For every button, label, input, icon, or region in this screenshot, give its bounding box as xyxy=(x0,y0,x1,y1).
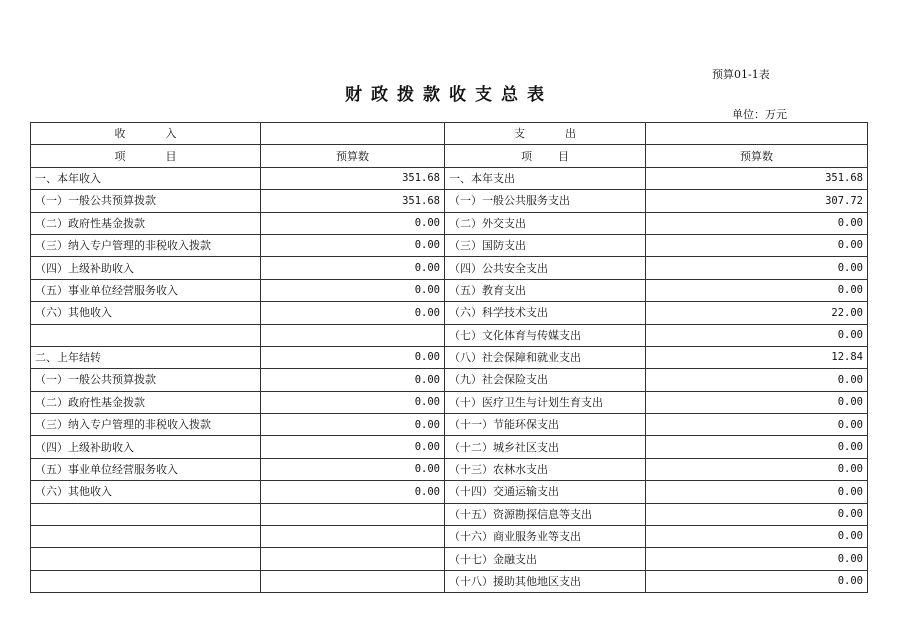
expense-item-cell: （五）教育支出 xyxy=(445,279,646,301)
header-row-sections xyxy=(31,123,868,145)
table-row xyxy=(31,212,868,234)
expense-item-cell: （十七）金融支出 xyxy=(445,548,646,570)
table-row xyxy=(31,346,868,368)
expense-amount-cell: 0.00 xyxy=(646,570,868,592)
income-amount-cell xyxy=(261,548,445,570)
income-item-cell: （二）政府性基金拨款 xyxy=(31,391,261,413)
income-item-cell: （一）一般公共预算拨款 xyxy=(31,369,261,391)
expense-item-cell: （七）文化体育与传媒支出 xyxy=(445,324,646,346)
income-item-cell xyxy=(31,503,261,525)
table-row xyxy=(31,570,868,592)
income-item-cell: （四）上级补助收入 xyxy=(31,436,261,458)
expense-amount-cell: 0.00 xyxy=(646,391,868,413)
expense-item-cell: （六）科学技术支出 xyxy=(445,302,646,324)
table-row xyxy=(31,324,868,346)
income-amount-cell: 0.00 xyxy=(261,257,445,279)
table-row xyxy=(31,190,868,212)
table-row xyxy=(31,369,868,391)
table-row xyxy=(31,414,868,436)
expense-item-cell: （九）社会保险支出 xyxy=(445,369,646,391)
income-item-header xyxy=(31,145,261,167)
expense-item-cell: （四）公共安全支出 xyxy=(445,257,646,279)
expense-item-cell: 一、本年支出 xyxy=(445,167,646,189)
expense-item-cell: （一）一般公共服务支出 xyxy=(445,190,646,212)
income-item-cell: （二）政府性基金拨款 xyxy=(31,212,261,234)
expense-amount-cell: 351.68 xyxy=(646,167,868,189)
income-amount-cell: 0.00 xyxy=(261,346,445,368)
income-amount-cell xyxy=(261,503,445,525)
income-amount-cell xyxy=(261,324,445,346)
expense-item-cell: （十四）交通运输支出 xyxy=(445,481,646,503)
income-item-cell: （六）其他收入 xyxy=(31,302,261,324)
income-amount-cell: 0.00 xyxy=(261,481,445,503)
table-row xyxy=(31,458,868,480)
expense-amount-cell: 0.00 xyxy=(646,503,868,525)
income-section-header xyxy=(31,123,261,145)
table-row xyxy=(31,481,868,503)
income-item-label: 项目 xyxy=(114,149,217,163)
expense-amount-cell: 0.00 xyxy=(646,257,868,279)
income-item-cell xyxy=(31,548,261,570)
expense-amount-cell: 0.00 xyxy=(646,234,868,256)
income-amount-cell xyxy=(261,526,445,548)
unit-label: 单位：万元 xyxy=(732,108,787,121)
table-row xyxy=(31,436,868,458)
expense-item-cell: （十一）节能环保支出 xyxy=(445,414,646,436)
table-row xyxy=(31,279,868,301)
income-item-cell: （六）其他收入 xyxy=(31,481,261,503)
income-amount-cell: 0.00 xyxy=(261,458,445,480)
table-row xyxy=(31,234,868,256)
income-amount-cell: 0.00 xyxy=(261,391,445,413)
expense-item-cell: （十三）农林水支出 xyxy=(445,458,646,480)
table-row xyxy=(31,526,868,548)
income-amount-header: 预算数 xyxy=(261,145,445,167)
expense-section-blank xyxy=(646,123,868,145)
expense-item-cell: （十八）援助其他地区支出 xyxy=(445,570,646,592)
expense-amount-cell: 0.00 xyxy=(646,324,868,346)
income-item-cell: （一）一般公共预算拨款 xyxy=(31,190,261,212)
expense-amount-cell: 0.00 xyxy=(646,458,868,480)
income-item-cell: （四）上级补助收入 xyxy=(31,257,261,279)
budget-table xyxy=(30,122,868,593)
income-amount-cell: 0.00 xyxy=(261,369,445,391)
expense-amount-cell: 0.00 xyxy=(646,212,868,234)
income-item-cell: （五）事业单位经营服务收入 xyxy=(31,458,261,480)
expense-amount-cell: 307.72 xyxy=(646,190,868,212)
expense-amount-cell: 22.00 xyxy=(646,302,868,324)
income-amount-cell xyxy=(261,570,445,592)
header-row-columns xyxy=(31,145,868,167)
expense-amount-cell: 0.00 xyxy=(646,279,868,301)
expense-amount-cell: 0.00 xyxy=(646,548,868,570)
expense-item-cell: （十二）城乡社区支出 xyxy=(445,436,646,458)
expense-amount-header: 预算数 xyxy=(646,145,868,167)
expense-amount-cell: 0.00 xyxy=(646,369,868,391)
expense-item-cell: （八）社会保障和就业支出 xyxy=(445,346,646,368)
income-amount-cell: 0.00 xyxy=(261,212,445,234)
expense-item-cell: （十）医疗卫生与计划生育支出 xyxy=(445,391,646,413)
table-row xyxy=(31,302,868,324)
expense-amount-cell: 0.00 xyxy=(646,414,868,436)
table-row xyxy=(31,503,868,525)
expense-item-cell: （十六）商业服务业等支出 xyxy=(445,526,646,548)
income-item-cell xyxy=(31,324,261,346)
income-amount-cell: 0.00 xyxy=(261,436,445,458)
expense-item-cell: （三）国防支出 xyxy=(445,234,646,256)
expense-section-label: 支出 xyxy=(514,127,616,141)
income-amount-cell: 0.00 xyxy=(261,279,445,301)
income-section-blank xyxy=(261,123,445,145)
table-row xyxy=(31,257,868,279)
expense-amount-cell: 0.00 xyxy=(646,436,868,458)
income-amount-cell: 351.68 xyxy=(261,190,445,212)
income-item-cell: 一、本年收入 xyxy=(31,167,261,189)
expense-amount-cell: 0.00 xyxy=(646,526,868,548)
income-item-cell xyxy=(31,570,261,592)
income-amount-cell: 0.00 xyxy=(261,302,445,324)
income-item-cell xyxy=(31,526,261,548)
income-item-cell: （五）事业单位经营服务收入 xyxy=(31,279,261,301)
budget-table-body xyxy=(31,123,868,593)
expense-section-header xyxy=(445,123,646,145)
income-amount-cell: 0.00 xyxy=(261,234,445,256)
page-title: 财政拨款收支总表 xyxy=(345,85,553,105)
expense-item-cell: （十五）资源勘探信息等支出 xyxy=(445,503,646,525)
expense-amount-cell: 12.84 xyxy=(646,346,868,368)
form-code: 预算01-1表 xyxy=(712,68,770,81)
income-amount-cell: 0.00 xyxy=(261,414,445,436)
income-item-cell: （三）纳入专户管理的非税收入拨款 xyxy=(31,414,261,436)
table-row xyxy=(31,391,868,413)
income-section-label: 收入 xyxy=(114,127,217,141)
income-amount-cell: 351.68 xyxy=(261,167,445,189)
expense-amount-cell: 0.00 xyxy=(646,481,868,503)
expense-item-label: 项目 xyxy=(521,149,595,163)
expense-item-header xyxy=(445,145,646,167)
table-row xyxy=(31,167,868,189)
income-item-cell: 二、上年结转 xyxy=(31,346,261,368)
income-item-cell: （三）纳入专户管理的非税收入拨款 xyxy=(31,234,261,256)
expense-item-cell: （二）外交支出 xyxy=(445,212,646,234)
table-row xyxy=(31,548,868,570)
